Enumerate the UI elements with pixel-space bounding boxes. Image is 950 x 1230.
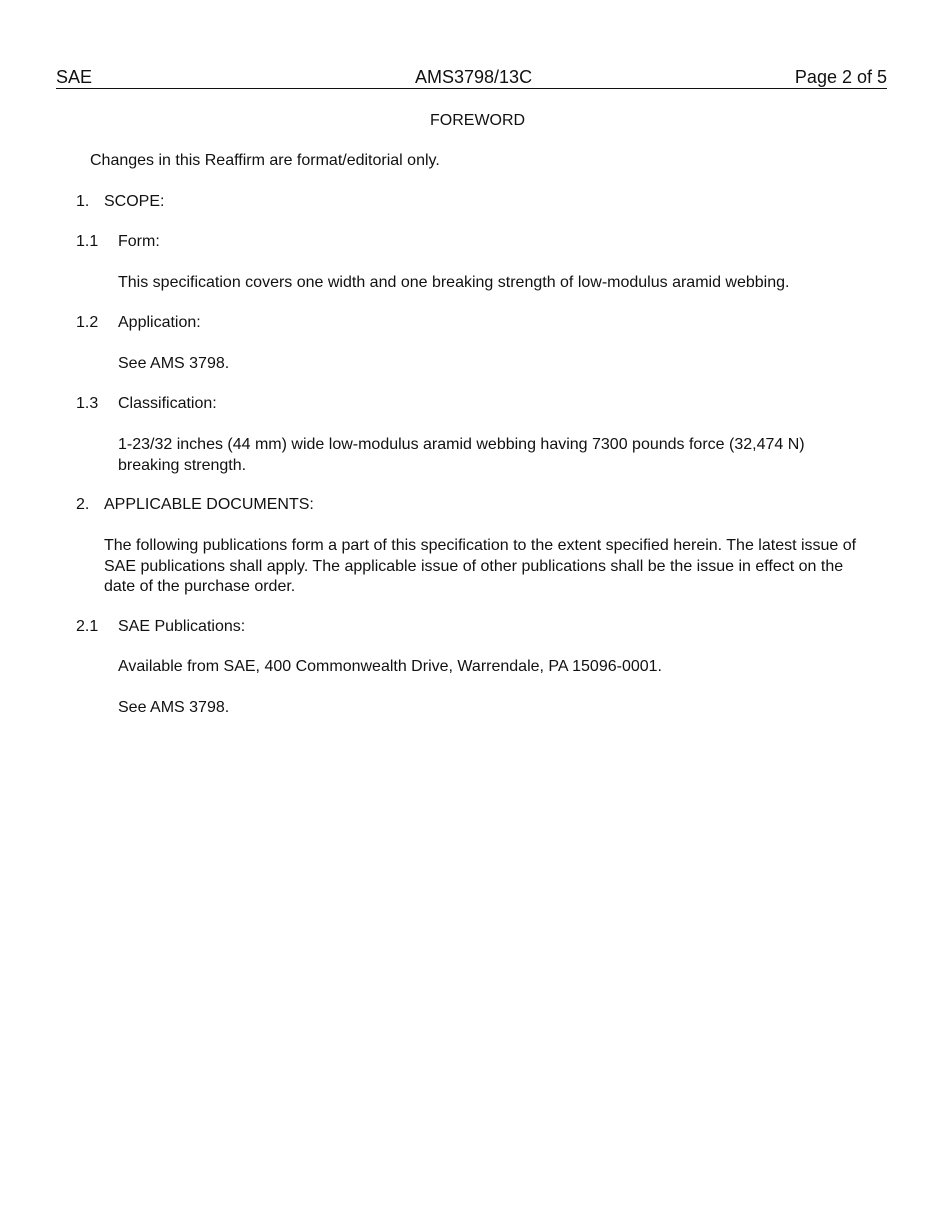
section-1-1-number: 1.1 <box>76 233 99 250</box>
section-2-title: APPLICABLE DOCUMENTS: <box>104 496 314 513</box>
section-1-2-text: See AMS 3798. <box>118 355 230 372</box>
section-2-1-text-2: See AMS 3798. <box>118 699 230 716</box>
section-1-number: 1. <box>76 193 90 210</box>
section-1-title: SCOPE: <box>104 193 165 210</box>
page-header <box>56 66 887 89</box>
header-doc-number: AMS3798/13C <box>415 67 533 87</box>
section-1-3-number: 1.3 <box>76 395 99 412</box>
section-1-1-title: Form: <box>118 233 160 250</box>
section-2-1-number: 2.1 <box>76 618 99 635</box>
header-org: SAE <box>56 67 93 87</box>
section-2-1-text: Available from SAE, 400 Commonwealth Drive, Warrendale, PA 15096-0001. <box>118 658 662 675</box>
foreword-text: Changes in this Reaffirm are format/editorial only. <box>90 152 440 169</box>
section-1-2-title: Application: <box>118 314 201 331</box>
section-2-number: 2. <box>76 496 90 513</box>
section-2-text: The following publications form a part of this specification to the extent specified herein. The latest issue of SAE publications shall apply. The applicable issue of other publications shall be the issue in effect on the date of the purchase order. <box>104 537 857 595</box>
section-1-1-text: This specification covers one width and one breaking strength of low-modulus aramid webbing. <box>118 274 790 291</box>
header-page-number: Page 2 of 5 <box>794 67 887 87</box>
section-1-3-title: Classification: <box>118 395 217 412</box>
section-2-1-title: SAE Publications: <box>118 618 246 635</box>
foreword-title: FOREWORD <box>430 112 526 129</box>
section-1-3-text: 1-23/32 inches (44 mm) wide low-modulus aramid webbing having 7300 pounds force (32,474 N) breaking strength. <box>118 436 805 474</box>
section-1-2-number: 1.2 <box>76 314 99 331</box>
